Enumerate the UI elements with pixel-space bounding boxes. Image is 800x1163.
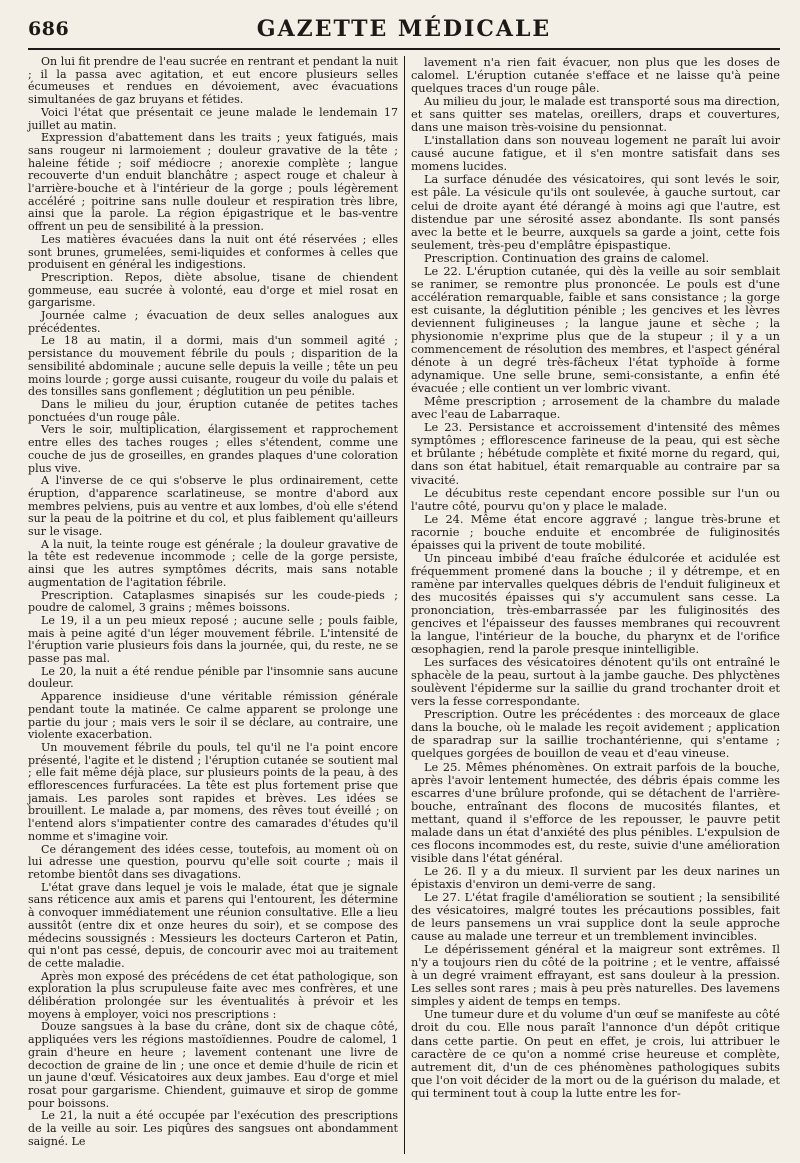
right-column-paragraph: lavement n'a rien fait évacuer, non plus que les doses de calomel. L'éruption cutanée s'efface et ne laisse qu'à peine quelques traces d'un rouge pâle. [411, 55, 780, 96]
left-column-paragraph: A l'inverse de ce qui s'observe le plus ordinairement, cette éruption, d'apparence scarlatineuse, se montre d'abord aux membres pelviens, puis au ventre et aux lombes, d'où elle s'étend sur la peau de la poitrine et du col, et plus faiblement qu'ailleurs sur le visage. [28, 474, 398, 539]
left-column-paragraph: Dans le milieu du jour, éruption cutanée de petites taches ponctuées d'un rouge pâle. [28, 397, 398, 424]
right-column-paragraph: Le dépérissement général et la maigreur sont extrêmes. Il n'y a toujours rien du côté de la poitrine ; et le ventre, affaissé à un degré vraiment effrayant, est sans douleur à la pression. Les selles sont rares ; mais à peu près naturelles. Des lavemens simples y aident de temps en temps. [411, 942, 780, 1009]
left-column-paragraph: Le 20, la nuit a été rendue pénible par l'insomnie sans aucune douleur. [28, 664, 398, 691]
left-column-paragraph: Après mon exposé des précédens de cet état pathologique, son exploration la plus scrupuleuse faite avec mes confrères, et une délibération prolongée sur les éventualités à prévoir et les moyens à employer, voici nos prescriptions : [28, 969, 398, 1021]
right-column-paragraph: Même prescription ; arrosement de la chambre du malade avec l'eau de Labarraque. [411, 394, 780, 422]
right-column-paragraph: Le 25. Mêmes phénomènes. On extrait parfois de la bouche, après l'avoir lentement humectée, des débris épais comme les escarres d'une brûlure profonde, qui se détachent de l'arrière-bouche, entraînant des flocons de mucosités filantes, et mettant, quand il s'efforce de les repousser, le pauvre petit malade dans un état d'anxiété des plus pénibles. L'expulsion de ces flocons incommodes est, du reste, suivie d'une amélioration visible dans l'état général. [411, 759, 780, 865]
page-header [28, 14, 780, 50]
right-column-paragraph: Le 22. L'éruption cutanée, qui dès la veille au soir semblait se ranimer, se remontre plus prononcée. Le pouls est d'une accélération remarquable, faible et sans consistance ; la gorge est cuisante, la déglutition pénible ; les gencives et les lèvres deviennent fuligineuses ; la langue jaune et sèche ; la physionomie n'exprime plus que de la stupeur ; il y a un commencement de résolution des membres, et l'aspect général dénote à un degré très-fâcheux l'état typhoïde à forme adynamique. Une selle brune, semi-consistante, a enfin été évacuée ; elle contient un ver lombric vivant. [411, 263, 780, 396]
left-column-paragraph: Le 21, la nuit a été occupée par l'exécution des prescriptions de la veille au soir. Les piqûres des sangsues ont abondamment saigné. Le [28, 1109, 398, 1148]
right-column-paragraph: L'installation dans son nouveau logement ne paraît lui avoir causé aucune fatigue, et il s'en montre satisfait dans ses momens lucides. [411, 133, 780, 174]
right-column-paragraph: Au milieu du jour, le malade est transporté sous ma direction, et sans quitter ses matelas, oreillers, draps et couvertures, dans une maison très-voisine du pensionnat. [411, 94, 780, 135]
left-column-paragraph: On lui fit prendre de l'eau sucrée en rentrant et pendant la nuit ; il la passa avec agitation, et eut encore plusieurs selles écumeuses et rendues en dévoiement, avec évacuations simultanées de gaz bruyans et fétides. [28, 55, 398, 107]
left-column-paragraph: Douze sangsues à la base du crâne, dont six de chaque côté, appliquées vers les régions mastoïdiennes. Poudre de calomel, 1 grain d'heure en heure ; lavement contenant une livre de decoction de graine de lin ; une once et demie d'huile de ricin et un jaune d'œuf. Vésicatoires aux deux jambes. Eau d'orge et miel rosat pour gargarisme. Chiendent, guimauve et sirop de gomme pour boissons. [28, 1020, 398, 1110]
left-column-paragraph: A la nuit, la teinte rouge est générale ; la douleur gravative de la tête est redevenue incommode ; celle de la gorge persiste, ainsi que les autres symptômes décrits, mais sans notable augmentation de l'agitation fébrile. [28, 537, 398, 589]
right-column-paragraph: Prescription. Outre les précédentes : des morceaux de glace dans la bouche, où le malade les reçoit avidement ; application de sparadrap sur la saillie trochantérienne, qui s'entame ; quelques gorgées de bouillon de veau et d'eau vineuse. [411, 707, 780, 761]
left-column-paragraph: Prescription. Repos, diète absolue, tisane de chiendent gommeuse, eau sucrée à volonté, eau d'orge et miel rosat en gargarisme. [28, 270, 398, 310]
left-column-paragraph: Journée calme ; évacuation de deux selles analogues aux précédentes. [28, 309, 398, 335]
right-column-paragraph: Une tumeur dure et du volume d'un œuf se manifeste au côté droit du cou. Elle nous paraît l'annonce d'un dépôt critique dans cette partie. On peut en effet, je crois, lui attribuer le caractère de ce qu'on a nommé crise heureuse et complète, autrement dit, d'un de ces phénomènes pathologiques subits que l'on voit décider de la mort ou de la guérison du malade, et qui terminent tout à coup la lutte entre les for- [411, 1007, 780, 1100]
page-number: 686 [28, 18, 70, 40]
left-column-paragraph: Expression d'abattement dans les traits ; yeux fatigués, mais sans rougeur ni larmoiement ; douleur gravative de la tête ; haleine fétide ; soif médiocre ; anorexie complète ; langue recouverte d'un enduit blanchâtre ; aspect rouge et chaleur à l'arrière-bouche et à l'intérieur de la gorge ; pouls légèrement accéléré ; poitrine sans nulle douleur et respiration très libre, ainsi que la parole. La région épigastrique et le bas-ventre offrent un peu de sensibilité à la pression. [28, 131, 398, 234]
right-column-paragraph: Prescription. Continuation des grains de calomel. [424, 250, 710, 265]
left-column-paragraph: Les matières évacuées dans la nuit ont été réservées ; elles sont brunes, grumelées, semi-liquides et conformes à celles que produisent en général les indigestions. [28, 232, 398, 272]
text-columns [22, 56, 786, 1154]
right-column-paragraph: Le 24. Même état encore aggravé ; langue très-brune et racornie ; bouche enduite et encombrée de fuliginosités épaisses qui la privent de toute mobilité. [411, 511, 780, 552]
right-column-paragraph: Les surfaces des vésicatoires dénotent qu'ils ont entraîné le sphacèle de la peau, surtout à la jambe gauche. Des phlyctènes soulèvent l'épiderme sur la saillie du grand trochanter droit et vers la fesse correspondante. [411, 655, 780, 709]
journal-title: GAZETTE MÉDICALE [256, 16, 552, 42]
left-column-paragraph: Ce dérangement des idées cesse, toutefois, au moment où on lui adresse une question, pourvu qu'elle soit courte ; mais il retombe bientôt dans ses divagations. [28, 842, 398, 881]
right-column [404, 56, 786, 1154]
left-column-paragraph: Un mouvement fébrile du pouls, tel qu'il ne l'a point encore présenté, l'agite et le distend ; l'éruption cutanée se soutient mal ; elle fait même déjà place, sur plusieurs points de la peau, à des efflorescences furfuracées. La tête est plus fortement prise que jamais. Les paroles sont rapides et brèves. Les idées se brouillent. Le malade a, par momens, des rêves tout éveillé ; on l'entend alors s'impatienter contre des camarades d'études qu'il nomme et s'imagine voir. [28, 740, 398, 843]
left-column [22, 56, 404, 1154]
right-column-paragraph: Le décubitus reste cependant encore possible sur l'un ou l'autre côté, pourvu qu'on y place le malade. [411, 485, 780, 513]
right-column-paragraph: Un pinceau imbibé d'eau fraîche édulcorée et acidulée est fréquemment promené dans la bouche ; il y détrempe, et en ramène par intervalles quelques débris de l'enduit fuligineux et des mucosités épaisses qui s'y accumulent sans cesse. La prononciation, très-embarrassée par les fuliginosités des gencives et l'épaisseur des fausses membranes qui recouvrent la langue, l'intérieur de la bouche, du pharynx et de l'orifice œsophagien, rend la parole presque inintelligible. [411, 550, 780, 657]
left-column-paragraph: Apparence insidieuse d'une véritable rémission générale pendant toute la matinée. Ce calme apparent se prolonge une partie du jour ; mais vers le soir il se déclare, au contraire, une violente exacerbation. [28, 690, 398, 742]
left-column-paragraph: L'état grave dans lequel je vois le malade, état que je signale sans réticence aux amis et parens qui l'entourent, les détermine à convoquer immédiatement une réunion consultative. Elle a lieu aussitôt (entre dix et onze heures du soir), et se compose des médecins soussignés : Messieurs les docteurs Carteron et Patin, qui n'ont pas cessé, depuis, de concourir avec moi au traitement de cette maladie. [28, 880, 398, 970]
left-column-paragraph: Vers le soir, multiplication, élargissement et rapprochement entre elles des taches rouges ; elles s'étendent, comme une couche de jus de groseilles, en grandes plaques d'une coloration plus vive. [28, 423, 398, 475]
right-column-paragraph: Le 23. Persistance et accroissement d'intensité des mêmes symptômes ; efflorescence farineuse de la peau, qui est sèche et brûlante ; hébétude complète et fixité morne du regard, qui, dans son état habituel, était remarquable au contraire par sa vivacité. [411, 420, 780, 487]
left-column-paragraph: Le 18 au matin, il a dormi, mais d'un sommeil agité ; persistance du mouvement fébrile du pouls ; disparition de la sensibilité abdominale ; aucune selle depuis la veille ; tête un peu moins lourde ; gorge aussi cuisante, rougeur du voile du palais et des tonsilles sans gonflement ; déglutition un peu pénible. [28, 334, 398, 399]
left-column-paragraph: Voici l'état que présentait ce jeune malade le lendemain 17 juillet au matin. [28, 105, 398, 132]
left-column-paragraph: Le 19, il a un peu mieux reposé ; aucune selle ; pouls faible, mais à peine agité d'un léger mouvement fébrile. L'intensité de l'éruption varie plusieurs fois dans la journée, qui, du reste, ne se passe pas mal. [28, 613, 398, 666]
right-column-paragraph: Le 26. Il y a du mieux. Il survient par les deux narines un épistaxis d'environ un demi-verre de sang. [411, 863, 780, 891]
right-column-paragraph: Le 27. L'état fragile d'amélioration se soutient ; la sensibilité des vésicatoires, malgré toutes les précautions possibles, fait de leurs pansemens un vrai supplice dont la seule approche cause au malade une terreur et un tremblement invincibles. [411, 890, 780, 944]
right-column-paragraph: La surface dénudée des vésicatoires, qui sont levés le soir, est pâle. La vésicule qu'ils ont soulevée, à gauche surtout, car celui de droite ayant été dérangé à moins agi que l'autre, est distendue par une sérosité assez abondante. Ils sont pansés avec la bette et le beurre, auxquels sa garde a joint, cette fois seulement, très-peu d'emplâtre épispastique. [411, 172, 780, 252]
left-column-paragraph: Prescription. Cataplasmes sinapisés sur les coude-pieds ; poudre de calomel, 3 grains ; mêmes boissons. [28, 588, 398, 615]
